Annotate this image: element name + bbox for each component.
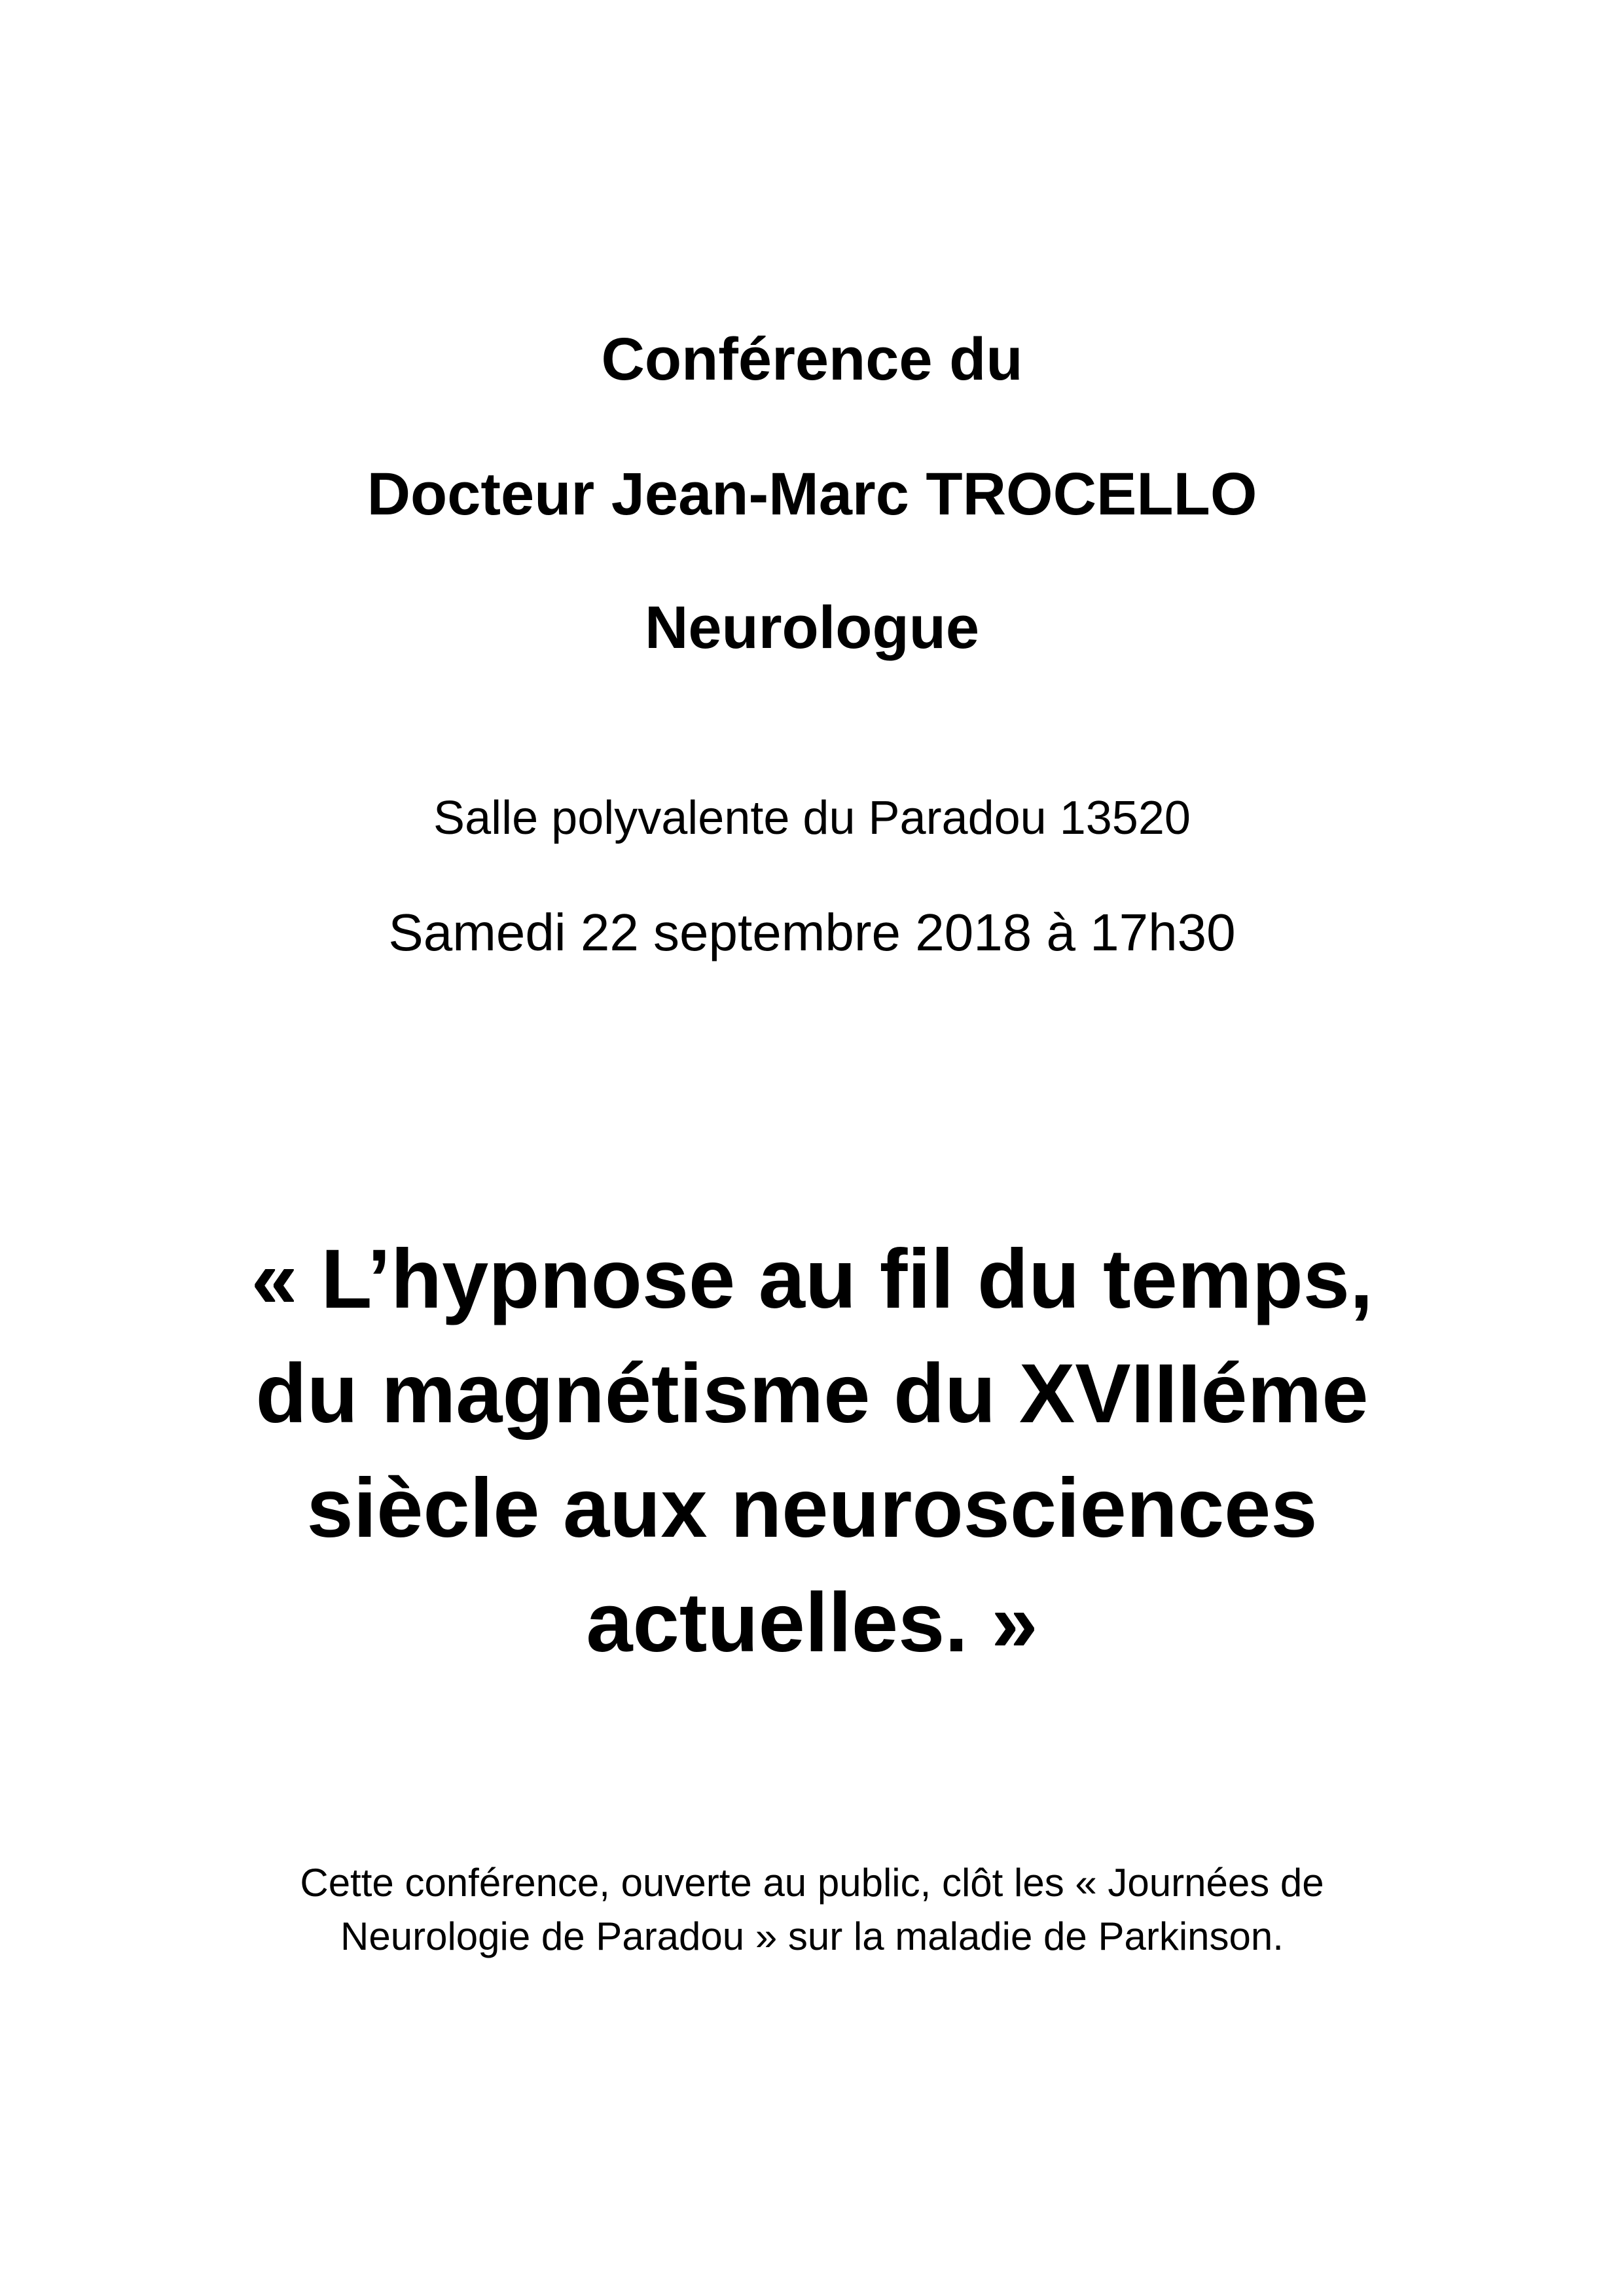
venue-line: Salle polyvalente du Paradou 13520 bbox=[433, 792, 1191, 844]
date-line: Samedi 22 septembre 2018 à 17h30 bbox=[388, 903, 1236, 961]
heading-line-2: Docteur Jean-Marc TROCELLO bbox=[367, 461, 1257, 528]
talk-title-line-4: actuelles. » bbox=[586, 1576, 1038, 1670]
note-line-1: Cette conférence, ouverte au public, clôt les « Journées de bbox=[300, 1861, 1324, 1905]
talk-title-line-3: siècle aux neurosciences bbox=[306, 1462, 1318, 1555]
heading-line-3: Neurologue bbox=[644, 594, 980, 661]
note-line-2: Neurologie de Paradou » sur la maladie de Parkinson. bbox=[340, 1914, 1284, 1958]
talk-title-line-2: du magnétisme du XVIIIéme bbox=[255, 1347, 1369, 1441]
heading-line-1: Conférence du bbox=[601, 326, 1023, 393]
talk-title-line-1: « L’hypnose au fil du temps, bbox=[251, 1232, 1373, 1326]
